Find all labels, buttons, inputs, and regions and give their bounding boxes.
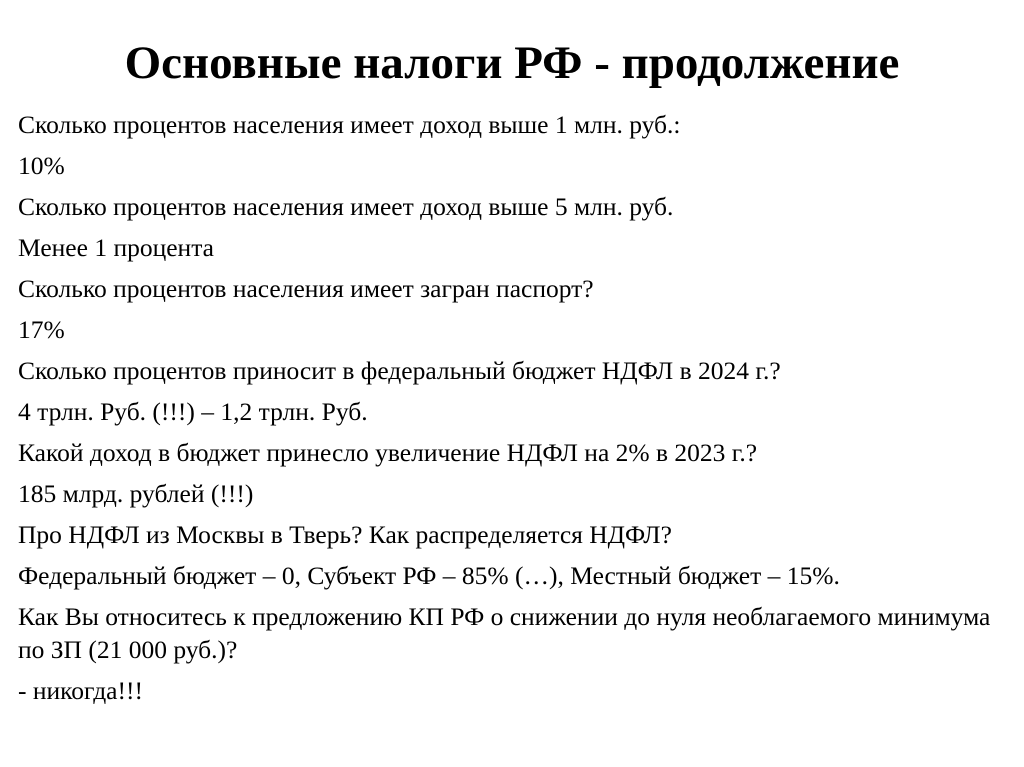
question-passport: Сколько процентов населения имеет загран паспорт? [18,274,594,303]
question-income-5m: Сколько процентов населения имеет доход выше 5 млн. руб. [18,192,674,221]
answer-ndfl-increase: 185 млрд. рублей (!!!) [18,479,254,508]
answer-passport: 17% [18,315,65,344]
answer-ndfl-budget: 4 трлн. Руб. (!!!) – 1,2 трлн. Руб. [18,397,368,426]
answer-income-1m: 10% [18,151,65,180]
question-ndfl-distribution: Про НДФЛ из Москвы в Тверь? Как распределяется НДФЛ? [18,520,672,549]
question-ndfl-budget: Сколько процентов приносит в федеральный бюджет НДФЛ в 2024 г.? [18,356,781,385]
question-income-1m: Сколько процентов населения имеет доход выше 1 млн. руб.: [18,110,681,139]
answer-kprf-proposal: - никогда!!! [18,676,143,705]
slide-body [18,104,1008,711]
answer-ndfl-distribution: Федеральный бюджет – 0, Субъект РФ – 85% (…), Местный бюджет – 15%. [18,561,840,590]
slide-title: Основные налоги РФ - продолжение [124,37,900,89]
question-ndfl-increase: Какой доход в бюджет принесло увеличение НДФЛ на 2% в 2023 г.? [18,438,758,467]
answer-income-5m: Менее 1 процента [18,233,214,262]
question-kprf-proposal: Как Вы относитесь к предложению КП РФ о снижении до нуля необлагаемого минимума по ЗП (21 000 руб.)? [18,602,991,664]
